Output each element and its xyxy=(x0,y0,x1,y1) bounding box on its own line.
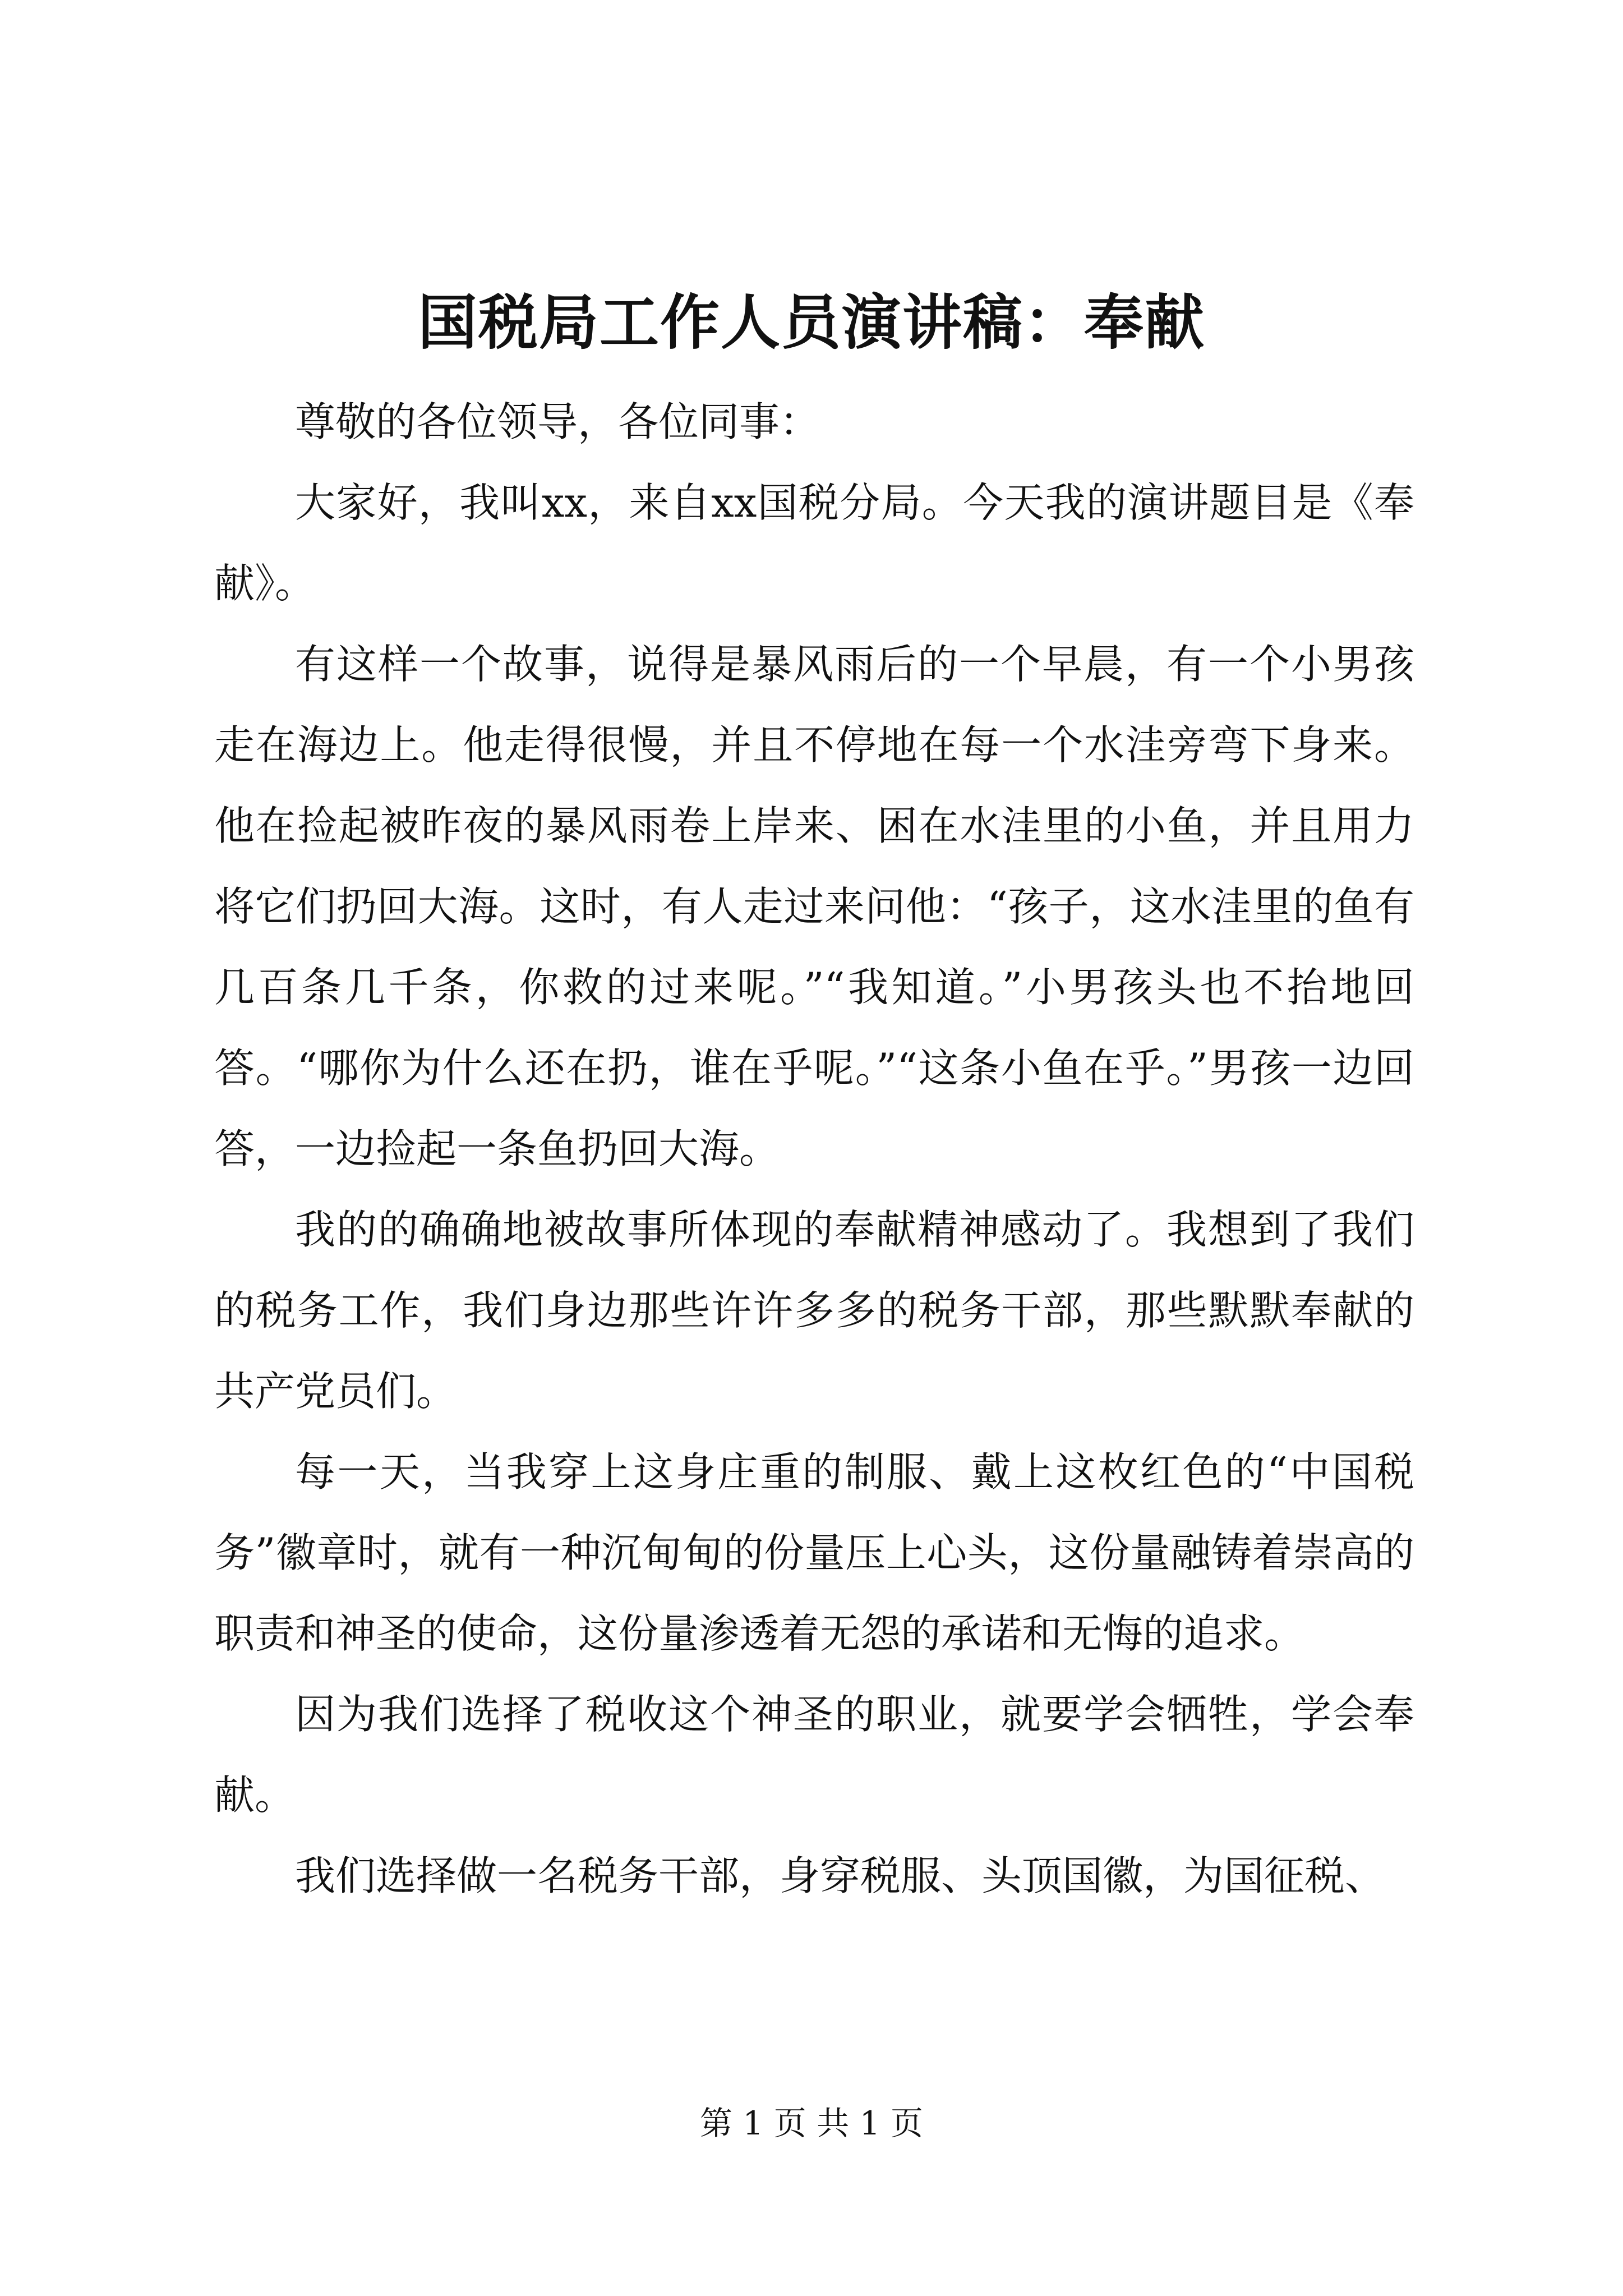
paragraph-salutation: 尊敬的各位领导，各位同事： xyxy=(295,398,820,445)
paragraph-choice: 我们选择做一名税务干部，身穿税服、头顶国徽，为国征税、 xyxy=(295,1852,1386,1899)
document-body xyxy=(214,381,1414,1916)
paragraph-uniform: 每一天，当我穿上这身庄重的制服、戴上这枚红色的“中国税务”徽章时，就有一种沉甸甸的份量压上心头，这份量融铸着崇高的职责和神圣的使命，这份量渗透着无怨的承诺和无悔的追求。 xyxy=(214,1448,1414,1657)
paragraph-story: 有这样一个故事，说得是暴风雨后的一个早晨，有一个小男孩走在海边上。他走得很慢，并且不停地在每一个水洼旁弯下身来。他在捡起被昨夜的暴风雨卷上岸来、困在水洼里的小鱼，并且用力将它们扔回大海。这时，有人走过来问他：“孩子，这水洼里的鱼有几百条几千条，你救的过来呢。”“我知道。”小男孩头也不抬地回答。“哪你为什么还在扔，谁在乎呢。”“这条小鱼在乎。”男孩一边回答，一边捡起一条鱼扔回大海。 xyxy=(214,641,1414,1172)
paragraph-reflection: 我的的确确地被故事所体现的奉献精神感动了。我想到了我们的税务工作，我们身边那些许许多多的税务干部，那些默默奉献的共产党员们。 xyxy=(214,1206,1414,1415)
page-number-footer: 第 1 页 共 1 页 xyxy=(700,2104,923,2142)
paragraph-sacrifice: 因为我们选择了税收这个神圣的职业，就要学会牺牲，学会奉献。 xyxy=(214,1691,1414,1819)
document-title: 国税局工作人员演讲稿：奉献 xyxy=(418,287,1205,357)
paragraph-introduction: 大家好，我叫xx，来自xx国税分局。今天我的演讲题目是《奉献》。 xyxy=(214,479,1414,607)
